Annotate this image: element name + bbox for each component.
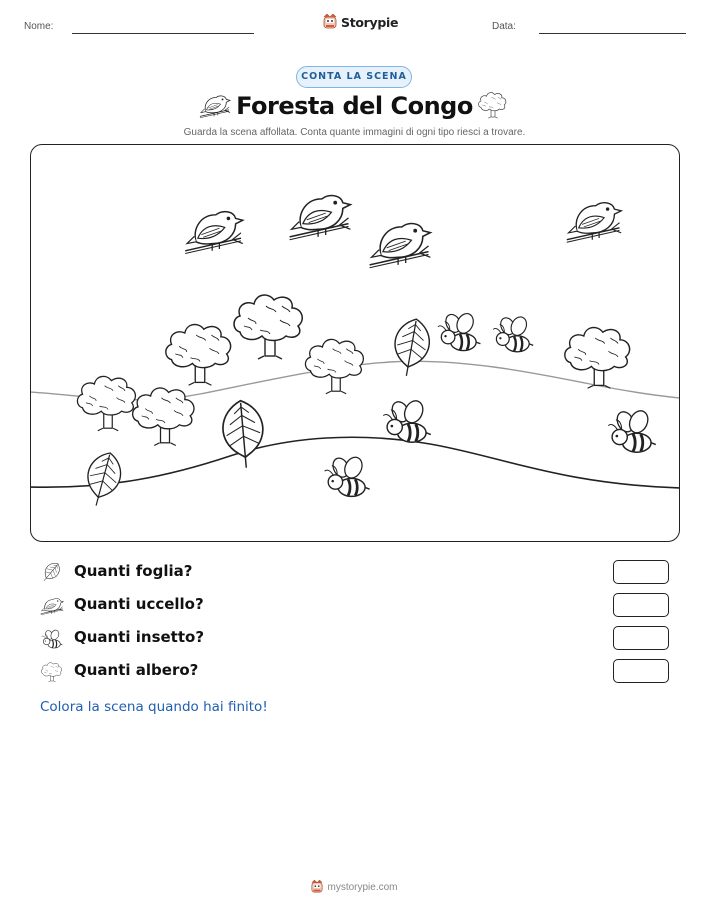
date-line[interactable] [539, 33, 686, 34]
answer-box-birds[interactable] [613, 593, 669, 617]
page-title: Foresta del Congo [236, 92, 473, 120]
storypie-logo-icon [311, 880, 323, 894]
leaf [389, 316, 433, 379]
question-text: Quanti albero? [74, 661, 199, 679]
brand-name: Storypie [341, 14, 399, 30]
tree-icon [40, 660, 64, 684]
leaf [220, 398, 266, 468]
bee [437, 310, 480, 350]
bird [369, 223, 430, 267]
date-label: Data: [492, 21, 516, 32]
brand-header [323, 14, 398, 30]
instructions: Guarda la scena affollata. Conta quante immagini di ogni tipo riesci a trovare. [183, 127, 526, 138]
tree [564, 327, 629, 388]
question-insects [40, 626, 670, 652]
leaf [80, 448, 125, 509]
bee [608, 407, 656, 451]
tree [165, 324, 230, 385]
storypie-logo-icon [323, 14, 337, 30]
question-text: Quanti insetto? [74, 628, 205, 646]
tree [305, 339, 363, 393]
tree [77, 376, 135, 430]
bird [289, 195, 350, 239]
counting-scene [30, 144, 680, 542]
question-leaves [40, 560, 670, 586]
footer [0, 880, 709, 894]
question-trees [40, 659, 670, 685]
name-label: Nome: [24, 21, 54, 32]
bee [383, 397, 431, 441]
bird [566, 202, 620, 242]
bee [493, 314, 533, 351]
answer-box-leaves[interactable] [613, 560, 669, 584]
question-text: Quanti uccello? [74, 595, 204, 613]
answer-box-trees[interactable] [613, 659, 669, 683]
coloring-note: Colora la scena quando hai finito! [40, 699, 268, 715]
bird-icon [40, 594, 64, 618]
bee-icon [40, 627, 64, 651]
tree [234, 295, 302, 359]
name-line[interactable] [72, 33, 254, 34]
question-birds [40, 593, 670, 619]
tree [132, 387, 193, 445]
answer-box-insects[interactable] [613, 626, 669, 650]
leaf-icon [40, 561, 64, 585]
site-url: mystorypie.com [327, 881, 398, 893]
activity-badge: CONTA LA SCENA [296, 66, 412, 88]
bird [185, 211, 243, 253]
question-text: Quanti foglia? [74, 562, 193, 580]
tree-icon [477, 89, 509, 121]
bee [324, 454, 369, 496]
